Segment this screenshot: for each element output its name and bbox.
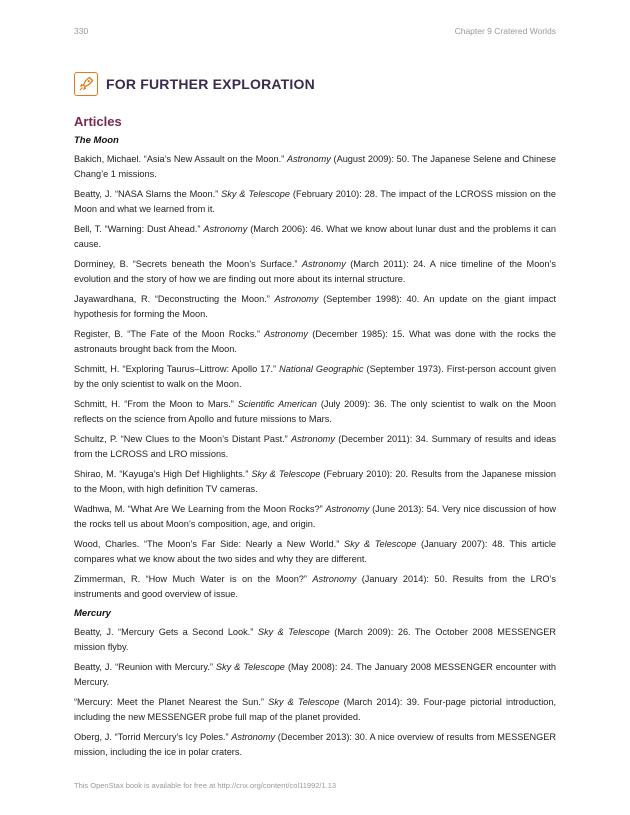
reference-details: (February 2010): 20. Results from the Japanese mission to the Moon, with high definition TV cameras. xyxy=(74,469,557,495)
reference-source: Scientific American xyxy=(237,399,317,409)
reference-title: “What Are We Learning from the Moon Rocks?” xyxy=(127,504,326,514)
reference-title: “Mercury: Meet the Planet Nearest the Sun.” xyxy=(74,697,269,707)
reference-entry xyxy=(74,467,556,497)
section-heading xyxy=(74,72,315,96)
footer-note: This OpenStax book is available for free at http://cnx.org/content/col11992/1.13 xyxy=(74,781,337,790)
reference-entry xyxy=(74,222,556,252)
reference-source: Sky & Telescope xyxy=(221,189,290,199)
reference-title: “Secrets beneath the Moon’s Surface.” xyxy=(132,259,302,269)
reference-details: (January 2007): 48. This article compares what we know about the two sides and why they are different. xyxy=(74,539,557,565)
reference-source: Astronomy xyxy=(301,259,346,269)
reference-entry xyxy=(74,292,556,322)
articles-heading: Articles xyxy=(74,114,122,129)
section-title: FOR FURTHER EXPLORATION xyxy=(106,76,315,92)
reference-title: “NASA Slams the Moon.” xyxy=(114,189,222,199)
reference-title: “The Moon’s Far Side: Nearly a New World.” xyxy=(143,539,344,549)
reference-details: (March 2014): 39. Four-page pictorial introduction, including the new MESSENGER probe full map of the planet provided. xyxy=(74,697,557,723)
reference-details: (February 2010): 28. The impact of the LCROSS mission on the Moon and what we learned from it. xyxy=(74,189,556,215)
reference-author: Schmitt, H. xyxy=(74,399,125,409)
rocket-icon xyxy=(74,72,98,96)
reference-title: “Exploring Taurus–Littrow: Apollo 17.” xyxy=(122,364,280,374)
reference-source: Sky & Telescope xyxy=(343,539,417,549)
reference-source: Sky & Telescope xyxy=(257,627,330,637)
reference-entry xyxy=(74,625,556,655)
reference-source: Astronomy xyxy=(286,154,331,164)
reference-source: Astronomy xyxy=(264,329,309,339)
reference-title: “Torrid Mercury’s Icy Poles.” xyxy=(114,732,232,742)
reference-author: Shirao, M. xyxy=(74,469,120,479)
reading-list xyxy=(74,134,556,765)
reference-entry xyxy=(74,660,556,690)
reference-source: Astronomy xyxy=(274,294,319,304)
reference-author: Wood, Charles. xyxy=(74,539,144,549)
reference-title: “From the Moon to Mars.” xyxy=(124,399,238,409)
reference-entry xyxy=(74,397,556,427)
reference-author: Bakich, Michael. xyxy=(74,154,144,164)
reference-author: Zimmerman, R. xyxy=(74,574,146,584)
reference-author: Beatty, J. xyxy=(74,662,116,672)
reference-title: “New Clues to the Moon’s Distant Past.” xyxy=(120,434,292,444)
reference-source: Astronomy xyxy=(325,504,370,514)
reference-title: “The Fate of the Moon Rocks.” xyxy=(127,329,265,339)
reference-entry xyxy=(74,152,556,182)
reference-title: “How Much Water is on the Moon?” xyxy=(145,574,313,584)
reference-source: Astronomy xyxy=(291,434,335,444)
reference-source: National Geographic xyxy=(279,364,364,374)
reference-author: Dorminey, B. xyxy=(74,259,133,269)
reference-title: “Asia’s New Assault on the Moon.” xyxy=(143,154,287,164)
reference-entry xyxy=(74,537,556,567)
reference-entry xyxy=(74,432,556,462)
reference-details: (January 2014): 50. Results from the LRO’s instruments and good overview of issue. xyxy=(74,574,556,600)
reference-title: “Reunion with Mercury.” xyxy=(115,662,216,672)
reference-source: Sky & Telescope xyxy=(215,662,285,672)
reference-details: (December 2013): 30. A nice overview of results from MESSENGER mission, including the ice in polar craters. xyxy=(74,732,556,758)
page-number: 330 xyxy=(74,26,89,36)
reference-author: Beatty, J. xyxy=(74,189,115,199)
reference-details: (December 1985): 15. What was done with the rocks the astronauts brought back from the Moon. xyxy=(74,329,557,355)
reference-details: (June 2013): 54. Very nice discussion of how the rocks tell us about Moon’s composition, age, and origin. xyxy=(74,504,556,530)
reference-source: Sky & Telescope xyxy=(251,469,321,479)
reference-author: Oberg, J. xyxy=(74,732,115,742)
reference-author: Wadhwa, M. xyxy=(74,504,128,514)
chapter-title: Chapter 9 Cratered Worlds xyxy=(454,26,556,36)
reference-entry xyxy=(74,695,556,725)
reference-entry xyxy=(74,257,556,287)
reference-details: (July 2009): 36. The only scientist to walk on the Moon reflects on the science from Apollo and future missions to Mars. xyxy=(74,399,556,425)
group-subheading: The Moon xyxy=(74,135,119,146)
reference-entry xyxy=(74,572,556,602)
reference-author: Beatty, J. xyxy=(74,627,119,637)
reference-title: “Mercury Gets a Second Look.” xyxy=(118,627,258,637)
reference-details: (December 2011): 34. Summary of results and ideas from the LCROSS and LRO missions. xyxy=(74,434,556,460)
group-subheading: Mercury xyxy=(74,608,111,619)
reference-details: (March 2006): 46. What we know about lunar dust and the problems it can cause. xyxy=(74,224,556,250)
reference-entry xyxy=(74,362,556,392)
reference-source: Astronomy xyxy=(312,574,357,584)
reference-author: Register, B. xyxy=(74,329,128,339)
reference-entry xyxy=(74,502,556,532)
reference-author: Jayawardhana, R. xyxy=(74,294,155,304)
reference-title: “Warning: Dust Ahead.” xyxy=(104,224,204,234)
reference-source: Astronomy xyxy=(203,224,248,234)
reference-entry xyxy=(74,187,556,217)
reference-entry xyxy=(74,327,556,357)
reference-details: (March 2011): 24. A nice timeline of the Moon’s evolution and the story of how we are finding out more about its internal structure. xyxy=(74,259,556,285)
reference-details: (March 2009): 26. The October 2008 MESSENGER mission flyby. xyxy=(74,627,556,653)
reference-entry xyxy=(74,730,556,760)
reference-author: Schmitt, H. xyxy=(74,364,123,374)
reference-source: Astronomy xyxy=(231,732,276,742)
reference-details: (September 1998): 40. An update on the giant impact hypothesis for forming the Moon. xyxy=(74,294,556,320)
reference-title: “Deconstructing the Moon.” xyxy=(154,294,275,304)
reference-details: (May 2008): 24. The January 2008 MESSENGER encounter with Mercury. xyxy=(74,662,557,688)
reference-title: “Kayuga’s High Def Highlights.” xyxy=(119,469,252,479)
reference-details: (September 1973). First-person account given by the only scientist to walk on the Moon. xyxy=(74,364,556,390)
reference-author: Schultz, P. xyxy=(74,434,121,444)
reference-author: Bell, T. xyxy=(74,224,105,234)
reference-source: Sky & Telescope xyxy=(268,697,340,707)
reference-details: (August 2009): 50. The Japanese Selene and Chinese Chang’e 1 missions. xyxy=(74,154,556,180)
